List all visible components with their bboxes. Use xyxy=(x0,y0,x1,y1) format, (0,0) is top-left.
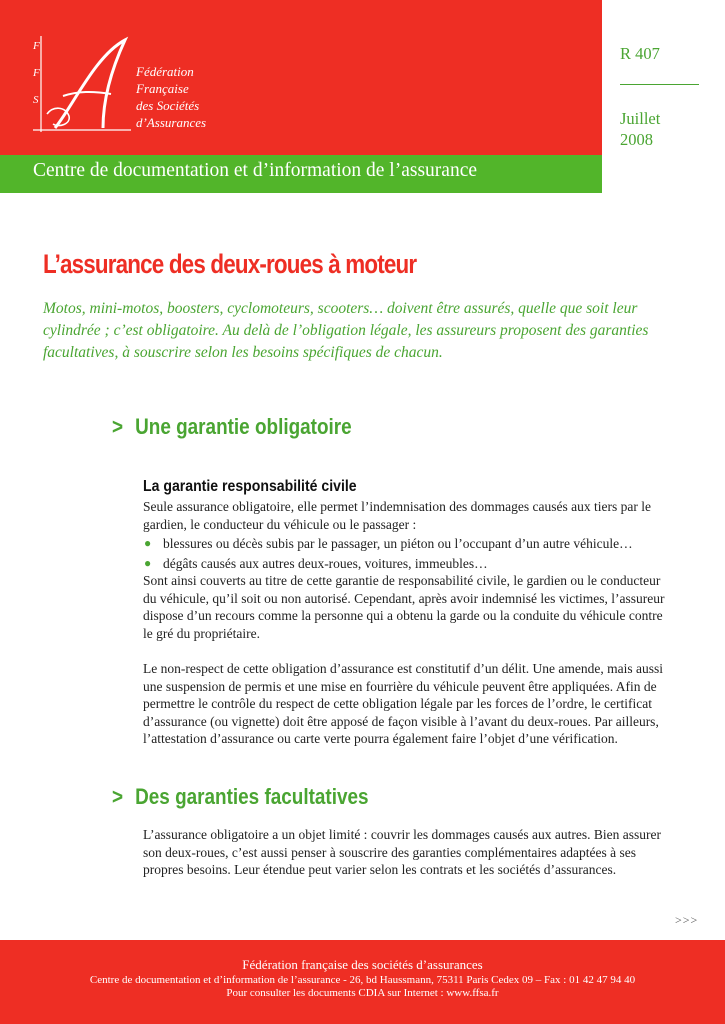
rc-paragraph-3: Le non-respect de cette obligation d’assurance est constitutif d’un délit. Une amende, mais aussi une suspension de permis et une mise en fourrière du véhicule peuvent être appliquées. Afin de permettre le contrôle du respect de cette obligation légale par les forces de l’ordre, le certificat d’assurance (ou vignette) doit être apposé de façon visible à l’avant du deux-roues. Par ailleurs, l’attestation d’assurance ou carte verte pourra également faire l’objet d’une vérification. xyxy=(143,661,663,746)
org-line-3: des Sociétés xyxy=(136,98,200,113)
bullet-icon: ● xyxy=(144,536,152,550)
rc-paragraph-2: Sont ainsi couverts au titre de cette garantie de responsabilité civile, le gardien ou le conducteur du véhicule, qu’il soit ou non autorisé. Cependant, après avoir indemnisé les victimes, l’assureur dispose d’un recours comme la personne qui a obtenu la garde ou la conduite du véhicule contre le gré du propriétaire. xyxy=(143,573,665,641)
reference-divider xyxy=(620,84,699,85)
section-title: Une garantie obligatoire xyxy=(135,414,352,439)
page-title: L’assurance des deux-roues à moteur xyxy=(43,249,417,279)
logo-letter-f2: F xyxy=(33,67,40,79)
intro-text: Motos, mini-motos, boosters, cyclomoteurs, scooters… doivent être assurés, quelle que soit leur cylindrée ; c’est obligatoire. Au delà de l’obligation légale, les assureurs proposent des garanties facultatives, à souscrire selon les besoins spécifiques de chacun. xyxy=(43,300,649,361)
section-heading-obligatoire xyxy=(112,414,352,440)
logo-letter-s: S xyxy=(33,94,39,106)
rc-lead: Seule assurance obligatoire, elle permet l’indemnisation des dommages causés aux tiers par le gardien, le conducteur du véhicule ou le passager : xyxy=(143,499,651,532)
footer-org: Fédération française des sociétés d’assurances xyxy=(242,957,483,972)
bullet-icon: ● xyxy=(144,555,152,570)
footer-website: Pour consulter les documents CDIA sur Internet : www.ffsa.fr xyxy=(226,987,499,999)
date-year: 2008 xyxy=(620,130,653,149)
continued-marker: >>> xyxy=(675,913,699,927)
centre-band xyxy=(0,155,602,193)
footer-address: Centre de documentation et d’information de l’assurance - 26, bd Haussmann, 75311 Paris Cedex 09 – Fax : 01 42 47 94 40 xyxy=(89,974,636,986)
section2-body xyxy=(143,826,673,879)
bullet-text: dégâts causés aux autres deux-roues, voitures, immeubles… xyxy=(163,555,488,571)
org-line-2: Française xyxy=(136,81,189,96)
centre-title: Centre de documentation et d’information de l’assurance xyxy=(33,160,478,181)
publication-date xyxy=(620,108,660,150)
ffsa-logo xyxy=(33,36,131,132)
header-banner xyxy=(0,0,602,155)
subheading-rc: La garantie responsabilité civile xyxy=(143,478,357,495)
org-name xyxy=(136,63,206,131)
section-heading-facultatives xyxy=(112,784,369,810)
facultatives-paragraph: L’assurance obligatoire a un objet limité : couvrir les dommages causés aux autres. Bien assurer son deux-roues, c’est aussi penser à souscrire des garanties complémentaires adaptées à ses propres besoins. Leur étendue peut varier selon les contrats et les sociétés d’assurances. xyxy=(143,827,661,877)
section-arrow-icon: > xyxy=(112,414,124,439)
bullet-text: blessures ou décès subis par le passager, un piéton ou l’occupant d’un autre véhicule… xyxy=(163,536,633,551)
section1-body xyxy=(143,498,673,748)
org-line-4: d’Assurances xyxy=(136,115,207,130)
date-month: Juillet xyxy=(620,109,661,128)
section-title: Des garanties facultatives xyxy=(135,784,369,809)
list-item xyxy=(143,555,673,573)
section-arrow-icon: > xyxy=(112,784,124,809)
list-item xyxy=(143,535,673,553)
logo-letter-f1: F xyxy=(33,40,40,52)
logo-frame-icon xyxy=(33,36,131,132)
reference-number: R 407 xyxy=(620,44,660,63)
org-line-1: Fédération xyxy=(136,64,194,79)
footer xyxy=(0,940,725,1024)
